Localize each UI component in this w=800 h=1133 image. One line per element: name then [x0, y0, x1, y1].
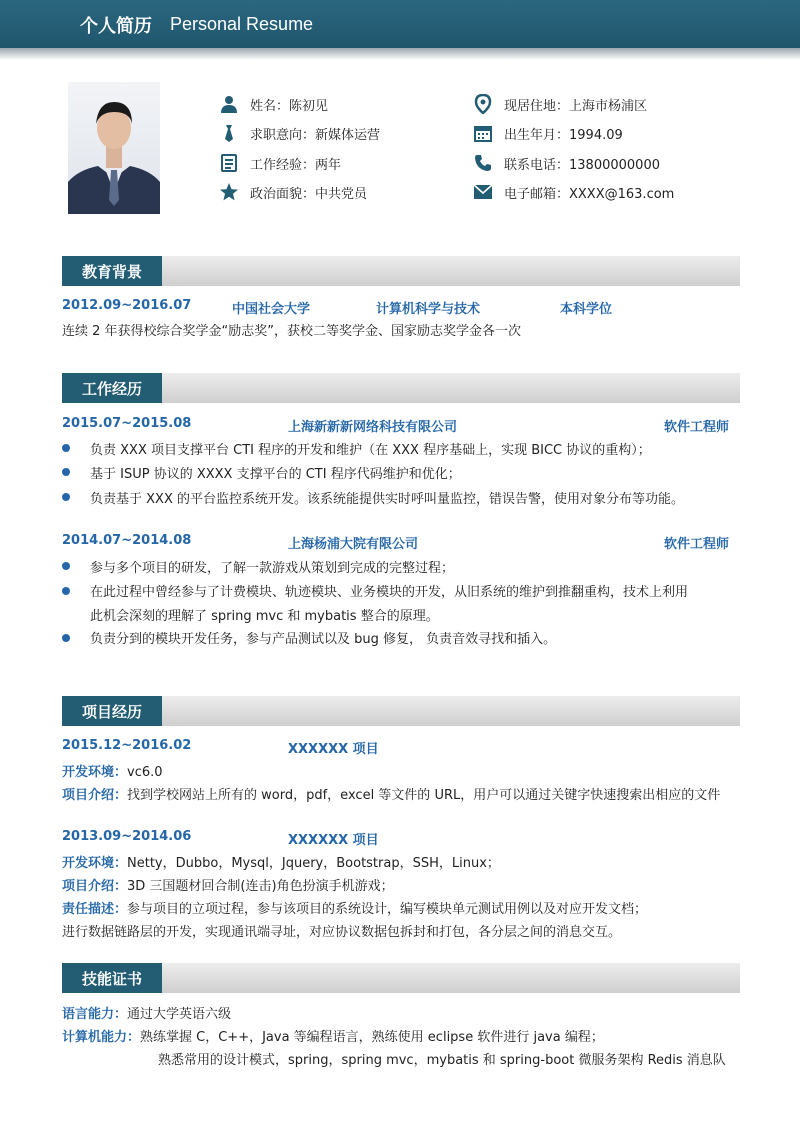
info-birth-text: 出生年月：1994.09: [504, 127, 623, 143]
info-phone: [472, 152, 660, 174]
skills-lang-label: 语言能力：: [62, 1007, 128, 1022]
job2-role: 软件工程师: [664, 537, 730, 552]
skills-comp-cont: 熟悉常用的设计模式，spring，spring mvc，mybatis 和 spring-boot 微服务架构 Redis 消息队: [158, 1053, 726, 1068]
job1-company: 上海新新新网络科技有限公司: [288, 420, 458, 435]
projects-heading: 项目经历: [62, 696, 162, 726]
info-intent-text: 求职意向：新媒体运营: [250, 127, 381, 143]
info-name-text: 姓名：陈初见: [250, 98, 329, 114]
info-politics-text: 政治面貌：中共党员: [250, 186, 368, 202]
p1-env-label: 开发环境：: [62, 765, 128, 780]
mail-icon: [472, 181, 494, 203]
work-bar: [62, 373, 740, 403]
skills-bar: [62, 963, 740, 993]
info-phone-text: 联系电话：13800000000: [504, 157, 660, 173]
edu-major: 计算机科学与技术: [376, 302, 481, 317]
skills-comp: [62, 1026, 604, 1045]
p2-duty-value: 参与项目的立项过程，参与该项目的系统设计，编写模块单元测试用例以及对应开发文档；: [127, 902, 648, 917]
star-icon: [218, 181, 240, 203]
job2-company: 上海杨浦大院有限公司: [288, 537, 419, 552]
job1-role: 软件工程师: [664, 420, 730, 435]
p2-duty-label: 责任描述：: [62, 902, 128, 917]
title-en: Personal Resume: [170, 14, 314, 34]
p1-intro-label: 项目介绍：: [62, 788, 128, 803]
p2-intro: [62, 875, 394, 894]
job1-item-2: 基于 ISUP 协议的 XXXX 支撑平台的 CTI 程序代码维护和优化；: [90, 467, 461, 482]
p2-duty-cont: 进行数据链路层的开发，实现通讯端寻址，对应协议数据包拆封和打包，各分层之间的消息交互。: [62, 925, 622, 940]
info-politics: [218, 181, 367, 203]
job1-item-1: 负责 XXX 项目支撑平台 CTI 程序的开发和维护（在 XXX 程序基础上，实现 BICC 协议的重构）；: [90, 443, 651, 458]
skills-lang: [62, 1003, 231, 1022]
header-shadow: [0, 48, 800, 60]
info-residence-text: 现居住地：上海市杨浦区: [504, 98, 648, 114]
job1-period: 2015.07~2015.08: [62, 416, 192, 431]
education-heading: 教育背景: [62, 256, 162, 286]
job2-item-1: 参与多个项目的研发，了解一款游戏从策划到完成的完整过程；: [90, 561, 455, 576]
info-email: [472, 181, 674, 203]
edu-degree: 本科学位: [560, 302, 613, 317]
p1-env: [62, 761, 163, 780]
info-experience: [218, 152, 341, 174]
job2-period: 2014.07~2014.08: [62, 533, 192, 548]
job2-item-2-cont: 此机会深刻的理解了 spring mvc 和 mybatis 整合的原理。: [90, 609, 439, 624]
p2-env-value: Netty，Dubbo，Mysql，Jquery，Bootstrap，SSH，Linux；: [127, 856, 500, 871]
p2-intro-value: 3D 三国题材回合制(连击)角色扮演手机游戏；: [127, 879, 394, 894]
bullet: [62, 493, 70, 501]
title-cn: 个人简历: [80, 16, 152, 37]
bullet: [62, 587, 70, 595]
info-intent: [218, 122, 380, 144]
skills-comp-label: 计算机能力：: [62, 1030, 141, 1045]
bullet: [62, 444, 70, 452]
skills-lang-value: 通过大学英语六级: [127, 1007, 232, 1022]
edu-school: 中国社会大学: [232, 302, 311, 317]
info-experience-text: 工作经验：两年: [250, 157, 342, 173]
p2-name: XXXXXX 项目: [288, 833, 379, 848]
p1-name: XXXXXX 项目: [288, 742, 379, 757]
bullet: [62, 468, 70, 476]
info-residence: [472, 93, 647, 115]
work-heading: 工作经历: [62, 373, 162, 403]
location-pin-icon: [472, 93, 494, 115]
p2-env-label: 开发环境：: [62, 856, 128, 871]
edu-period: 2012.09~2016.07: [62, 298, 192, 313]
job2-item-2: 在此过程中曾经参与了计费模块、轨迹模块、业务模块的开发，从旧系统的维护到推翻重构，技术上利用: [90, 585, 689, 600]
p1-intro-value: 找到学校网站上所有的 word，pdf，excel 等文件的 URL，用户可以通过关键字快速搜索出相应的文件: [127, 788, 721, 803]
p2-duty: [62, 898, 647, 917]
p2-period: 2013.09~2014.06: [62, 829, 192, 844]
p1-env-value: vc6.0: [127, 765, 163, 780]
projects-bar: [62, 696, 740, 726]
info-name: [218, 93, 328, 115]
calendar-icon: [472, 122, 494, 144]
tie-icon: [218, 122, 240, 144]
bullet: [62, 634, 70, 642]
info-email-text: 电子邮箱：XXXX@163.com: [504, 186, 675, 202]
p1-intro: [62, 784, 720, 803]
edu-desc: 连续 2 年获得校综合奖学金“励志奖”，获校二等奖学金、国家励志奖学金各一次: [62, 324, 522, 339]
document-icon: [218, 152, 240, 174]
person-icon: [218, 93, 240, 115]
bullet: [62, 562, 70, 570]
skills-comp-value: 熟练掌握 C，C++，Java 等编程语言，熟练使用 eclipse 软件进行 java 编程；: [140, 1030, 604, 1045]
p1-period: 2015.12~2016.02: [62, 738, 192, 753]
info-birth: [472, 122, 623, 144]
profile-photo: [68, 82, 160, 214]
skills-heading: 技能证书: [62, 963, 162, 993]
phone-icon: [472, 152, 494, 174]
p2-intro-label: 项目介绍：: [62, 879, 128, 894]
p2-env: [62, 852, 500, 871]
job1-item-3: 负责基于 XXX 的平台监控系统开发。该系统能提供实时呼叫量监控，错误告警，使用对象分布等功能。: [90, 492, 684, 507]
job2-item-3: 负责分到的模块开发任务，参与产品测试以及 bug 修复， 负责音效寻找和插入。: [90, 632, 557, 647]
education-bar: [62, 256, 740, 286]
